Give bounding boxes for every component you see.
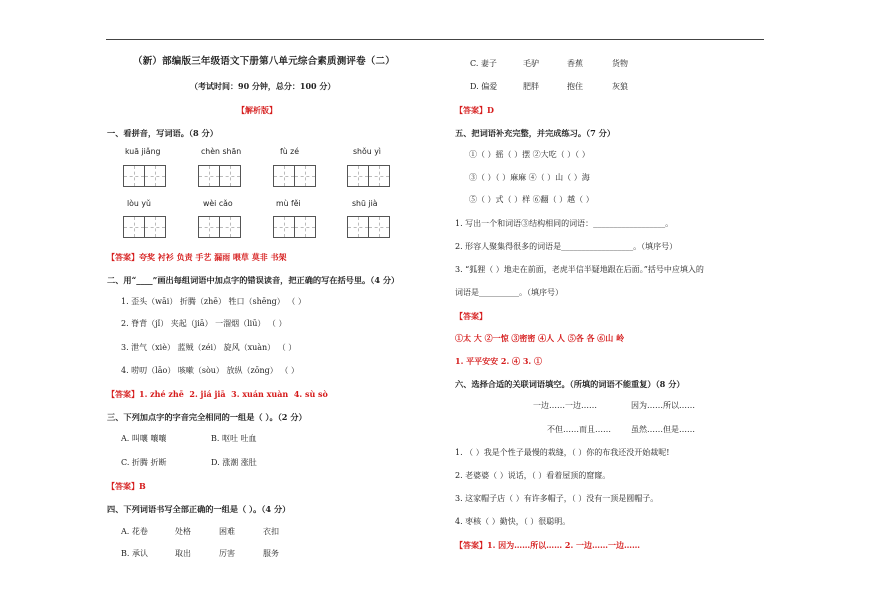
header-rule (106, 39, 764, 40)
pinyin: wèi cǎo (203, 199, 233, 208)
question-line: 1. （ ）我是个性子最慢的栽缝，（ ）你的布我还没开始裁呢! (455, 448, 670, 457)
answer-label: 【答案】 (455, 311, 487, 321)
section-5-heading: 五、把词语补充完整，并完成练习。（7 分） (455, 128, 616, 138)
writing-grid[interactable] (198, 165, 241, 187)
answer-item: 3. xuán xuàn (231, 389, 289, 399)
page-title: （新）部编版三年级语文下册第八单元综合素质测评卷（二） (133, 56, 395, 67)
option: 肥胖 (523, 82, 539, 91)
question-line: 1. 歪头（wāi） 折腾（zhē） 牲口（shēng） （ ） (121, 297, 306, 306)
answer-4: 【答案】D (455, 105, 494, 115)
writing-grid[interactable] (347, 165, 390, 187)
pinyin: mù fěi (276, 199, 301, 208)
section-2-heading: 二、用“____”画出每组词语中加点字的错误读音，把正确的写在括号里。（4 分） (107, 275, 400, 285)
answer-5-questions: 1. 平平安安 2. ④ 3. ① (455, 356, 542, 366)
answer-item: 1. zhé zhē (139, 389, 184, 399)
answer-label: 【答案】 (107, 389, 139, 399)
conjunction-option: 一边……一边…… (533, 401, 597, 410)
question-line: 4. 唠叨（lāo） 咳嗽（sòu） 放纵（zōng） （ ） (121, 366, 299, 375)
pinyin: kuā jiǎng (125, 147, 161, 156)
question-line: 2. 老婆婆（ ）说话，（ ）看着屋顶的窟窿。 (455, 471, 611, 480)
option: 抱住 (567, 82, 583, 91)
conjunction-option: 因为……所以…… (631, 401, 695, 410)
answer-5-words: ①太 大 ②一惊 ③密密 ④人 人 ⑤各 各 ⑥山 岭 (455, 333, 625, 343)
conjunction-option: 虽然……但是…… (631, 425, 695, 434)
question-line: 3. “狐狸（ ）地走在前面，老虎半信半疑地跟在后面。”括号中应填入的 (455, 265, 704, 274)
option: 毛驴 (523, 59, 539, 68)
question-line: 4. 枣核（ ）勤快，（ ）很聪明。 (455, 517, 571, 526)
option: C. 妻子 (470, 59, 497, 68)
question-line: 3. 这家帽子店（ ）有许多帽子，（ ）没有一顶是圆帽子。 (455, 494, 659, 503)
exam-info: （考试时间：90 分钟，总分：100 分） (190, 81, 336, 91)
option: 衣扣 (263, 527, 279, 536)
answer-item: 4. sù sò (293, 389, 328, 399)
section-6-heading: 六、选择合适的关联词语填空。（所填的词语不能重复）（8 分） (455, 379, 685, 389)
option: B. 承认 (121, 549, 148, 558)
option: 香蕉 (567, 59, 583, 68)
option: 灰狼 (612, 82, 628, 91)
writing-grid[interactable] (273, 165, 316, 187)
writing-grid[interactable] (273, 216, 316, 238)
section-1-heading: 一、看拼音，写词语。（8 分） (107, 128, 218, 138)
option: A. 花卷 (121, 527, 148, 536)
option: D. 涨潮 涨肚 (211, 458, 257, 467)
question-line: 1. 写出一个和词语③结构相同的词语：__________________。 (455, 219, 674, 228)
fill-row: ③（ ）（ ）麻麻 ④（ ）山（ ）海 (469, 173, 590, 182)
option: 困难 (219, 527, 235, 536)
fill-row: ①（ ）摇（ ）摆 ②大吃（ ）（ ） (469, 150, 590, 159)
pinyin: lòu yǔ (127, 199, 151, 208)
option: B. 呕吐 吐血 (211, 434, 257, 443)
writing-grid[interactable] (123, 216, 166, 238)
pinyin: shū jià (352, 199, 378, 208)
answer-3: 【答案】B (107, 481, 146, 491)
answer-2 (107, 390, 328, 398)
writing-grid[interactable] (198, 216, 241, 238)
pinyin: fù zé (280, 147, 300, 156)
option: 服务 (263, 549, 279, 558)
question-line: 2. 脊背（jǐ） 夹起（jiā） 一溜烟（liū） （ ） (121, 319, 287, 328)
option: 取出 (175, 549, 191, 558)
answer-1: 【答案】夸奖 衬衫 负责 手艺 漏雨 喂草 莫非 书架 (107, 252, 287, 262)
writing-grid[interactable] (347, 216, 390, 238)
option: 处格 (175, 527, 191, 536)
option: D. 偏爱 (470, 82, 498, 91)
option: 厉害 (219, 549, 235, 558)
answer-item: 2. jiá jiā (189, 389, 226, 399)
option: C. 折腾 折断 (121, 458, 167, 467)
section-4-heading: 四、下列词语书写全部正确的一组是（ ）。（4 分） (107, 504, 291, 514)
question-line: 词语是__________。（填序号） (455, 288, 563, 297)
writing-grid[interactable] (123, 165, 166, 187)
conjunction-option: 不但……而且…… (547, 425, 611, 434)
edition-label: 【解析版】 (237, 105, 277, 115)
pinyin: shǒu yì (353, 147, 381, 156)
pinyin: chèn shān (201, 147, 242, 156)
answer-6: 【答案】1. 因为……所以…… 2. 一边……一边…… (455, 540, 641, 550)
option: 货物 (612, 59, 628, 68)
question-line: 3. 泄气（xiè） 蓝贼（zéi） 旋风（xuàn） （ ） (121, 343, 297, 352)
option: A. 叫嚷 嚷嚷 (121, 434, 167, 443)
question-line: 2. 形容人聚集得很多的词语是__________________。（填序号） (455, 242, 678, 251)
section-3-heading: 三、下列加点字的字音完全相同的一组是（ ）。（2 分） (107, 412, 307, 422)
fill-row: ⑤（ ）式（ ）样 ⑥翻（ ）越（ ） (469, 195, 594, 204)
